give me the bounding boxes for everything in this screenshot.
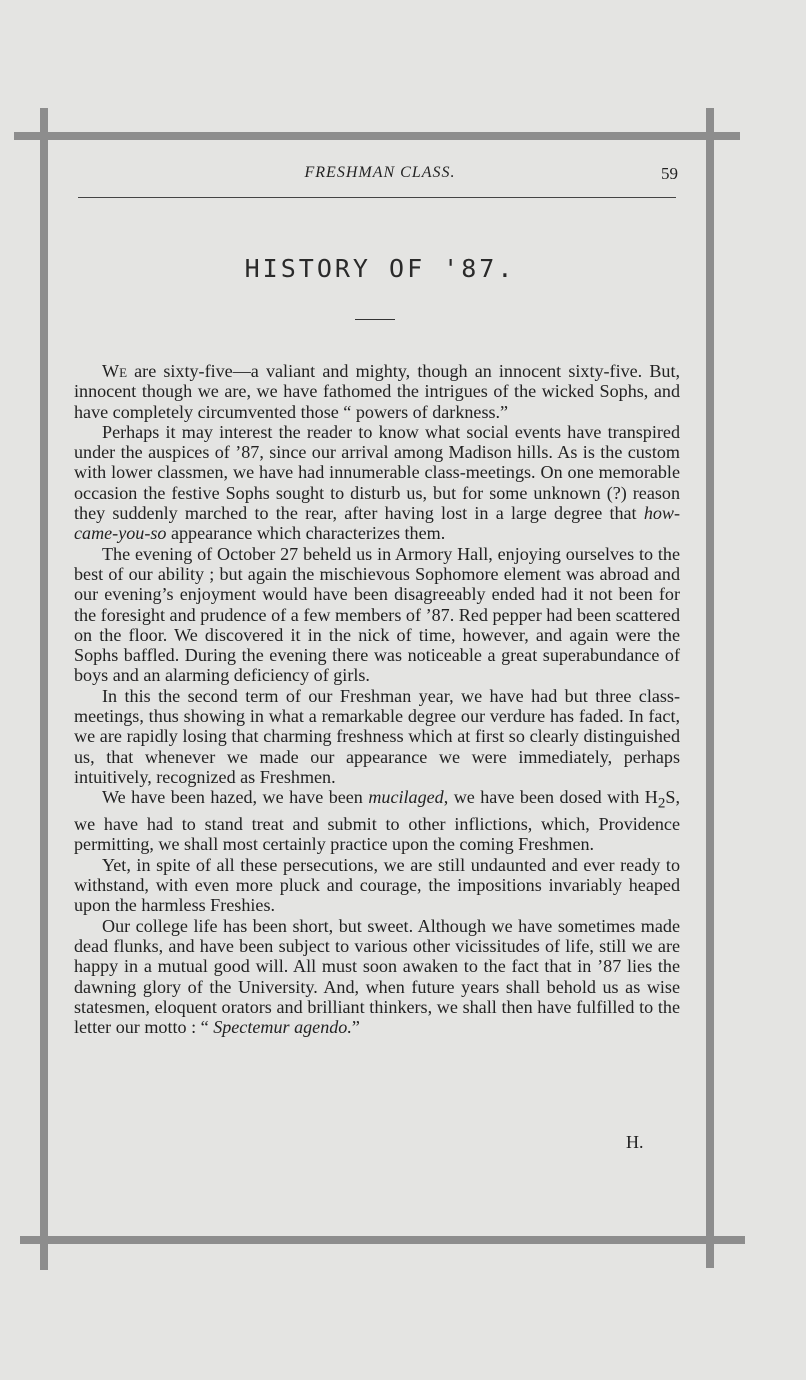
paragraph-5-end: S, we have had to stand treat and submit to other inflictions, which, Providence permitting, we shall most certainly practice upon the coming Freshmen. xyxy=(74,787,680,855)
border-bottom-rule xyxy=(20,1236,745,1244)
article-heading: HISTORY OF '87. xyxy=(244,254,516,283)
border-right-rule xyxy=(706,108,714,1268)
paragraph-1-text: are sixty-five—a valiant and mighty, though an innocent sixty-five. But, innocent though we are, we have fathomed the intrigues of the wicked Sophs, and have completely circumvented those “ powers of darkness.” xyxy=(74,361,680,422)
paragraph-4-text: In this the second term of our Freshman year, we have had but three class-meetings, thus showing in what a remarkable degree our verdure has faded. In fact, we are rapidly losing that charming freshness which at first so clearly distinguished us, that whenever we made our appearance we were immediately, perhaps intuitively, recognized as Freshmen. xyxy=(74,685,680,787)
heading-rule xyxy=(355,319,395,320)
paragraph-1 xyxy=(74,361,680,422)
motto: Spectemur agendo. xyxy=(213,1017,352,1038)
paragraph-7-end: ” xyxy=(351,1017,360,1038)
page-number: 59 xyxy=(661,164,678,183)
paragraph-5 xyxy=(74,787,680,855)
paragraph-3-text: The evening of October 27 beheld us in Armory Hall, enjoying ourselves to the best of our ability ; but again the mischievous Sophomore element was abroad and our evening’s enjoyment would have been disagreeably ended had it not been for the foresight and prudence of a few members of ’87. Red pepper had been scattered on the floor. We discovered it in the nick of time, however, and again were the Sophs baffled. During the evening there was noticeable a great superabundance of boys and an alarming deficiency of girls. xyxy=(74,543,680,686)
paragraph-6 xyxy=(74,855,680,916)
paragraph-2 xyxy=(74,422,680,544)
paragraph-3 xyxy=(74,544,680,686)
paragraph-5-text: We have been hazed, we have been xyxy=(102,787,369,808)
chemical-subscript: 2 xyxy=(657,795,666,812)
border-top-rule xyxy=(14,132,740,140)
paragraph-7-text: Our college life has been short, but sweet. Although we have sometimes made dead flunks, and have been subject to various other vicissitudes of life, still we are happy in a mutual good will. All must soon awaken to the fact that in ’87 lies the dawning glory of the University. And, when future years shall behold us as wise statesmen, eloquent orators and brilliant thinkers, we shall then have fulfilled to the letter our motto : “ xyxy=(74,915,680,1038)
paragraph-2-end: appearance which characterizes them. xyxy=(166,523,446,544)
lead-word: We xyxy=(102,361,128,381)
paragraph-2-emphasis: how-came-you-so xyxy=(74,503,680,544)
paragraph-2-text: Perhaps it may interest the reader to know what social events have transpired under the auspices of ’87, since our arrival among Madison hills. As is the custom with lower classmen, we have had innumerable class-meetings. On one memorable occasion the festive Sophs sought to disturb us, but for some unknown (?) reason they suddenly marched to the rear, after having lost in a large degree that xyxy=(74,421,680,524)
paragraph-4 xyxy=(74,686,680,787)
article-body xyxy=(74,361,680,1037)
paragraph-5-mid: , we have been dosed with H xyxy=(443,787,658,808)
header-rule xyxy=(78,197,676,198)
paragraph-6-text: Yet, in spite of all these persecutions, we are still undaunted and ever ready to withstand, with even more pluck and courage, the impositions invariably heaped upon the harmless Freshies. xyxy=(74,854,680,916)
border-left-rule xyxy=(40,108,48,1270)
author-signature: H. xyxy=(626,1132,644,1152)
running-head xyxy=(80,162,680,188)
running-title: FRESHMAN CLASS. xyxy=(304,164,456,181)
paragraph-5-emphasis: mucilaged xyxy=(368,787,444,808)
paragraph-7 xyxy=(74,916,680,1038)
